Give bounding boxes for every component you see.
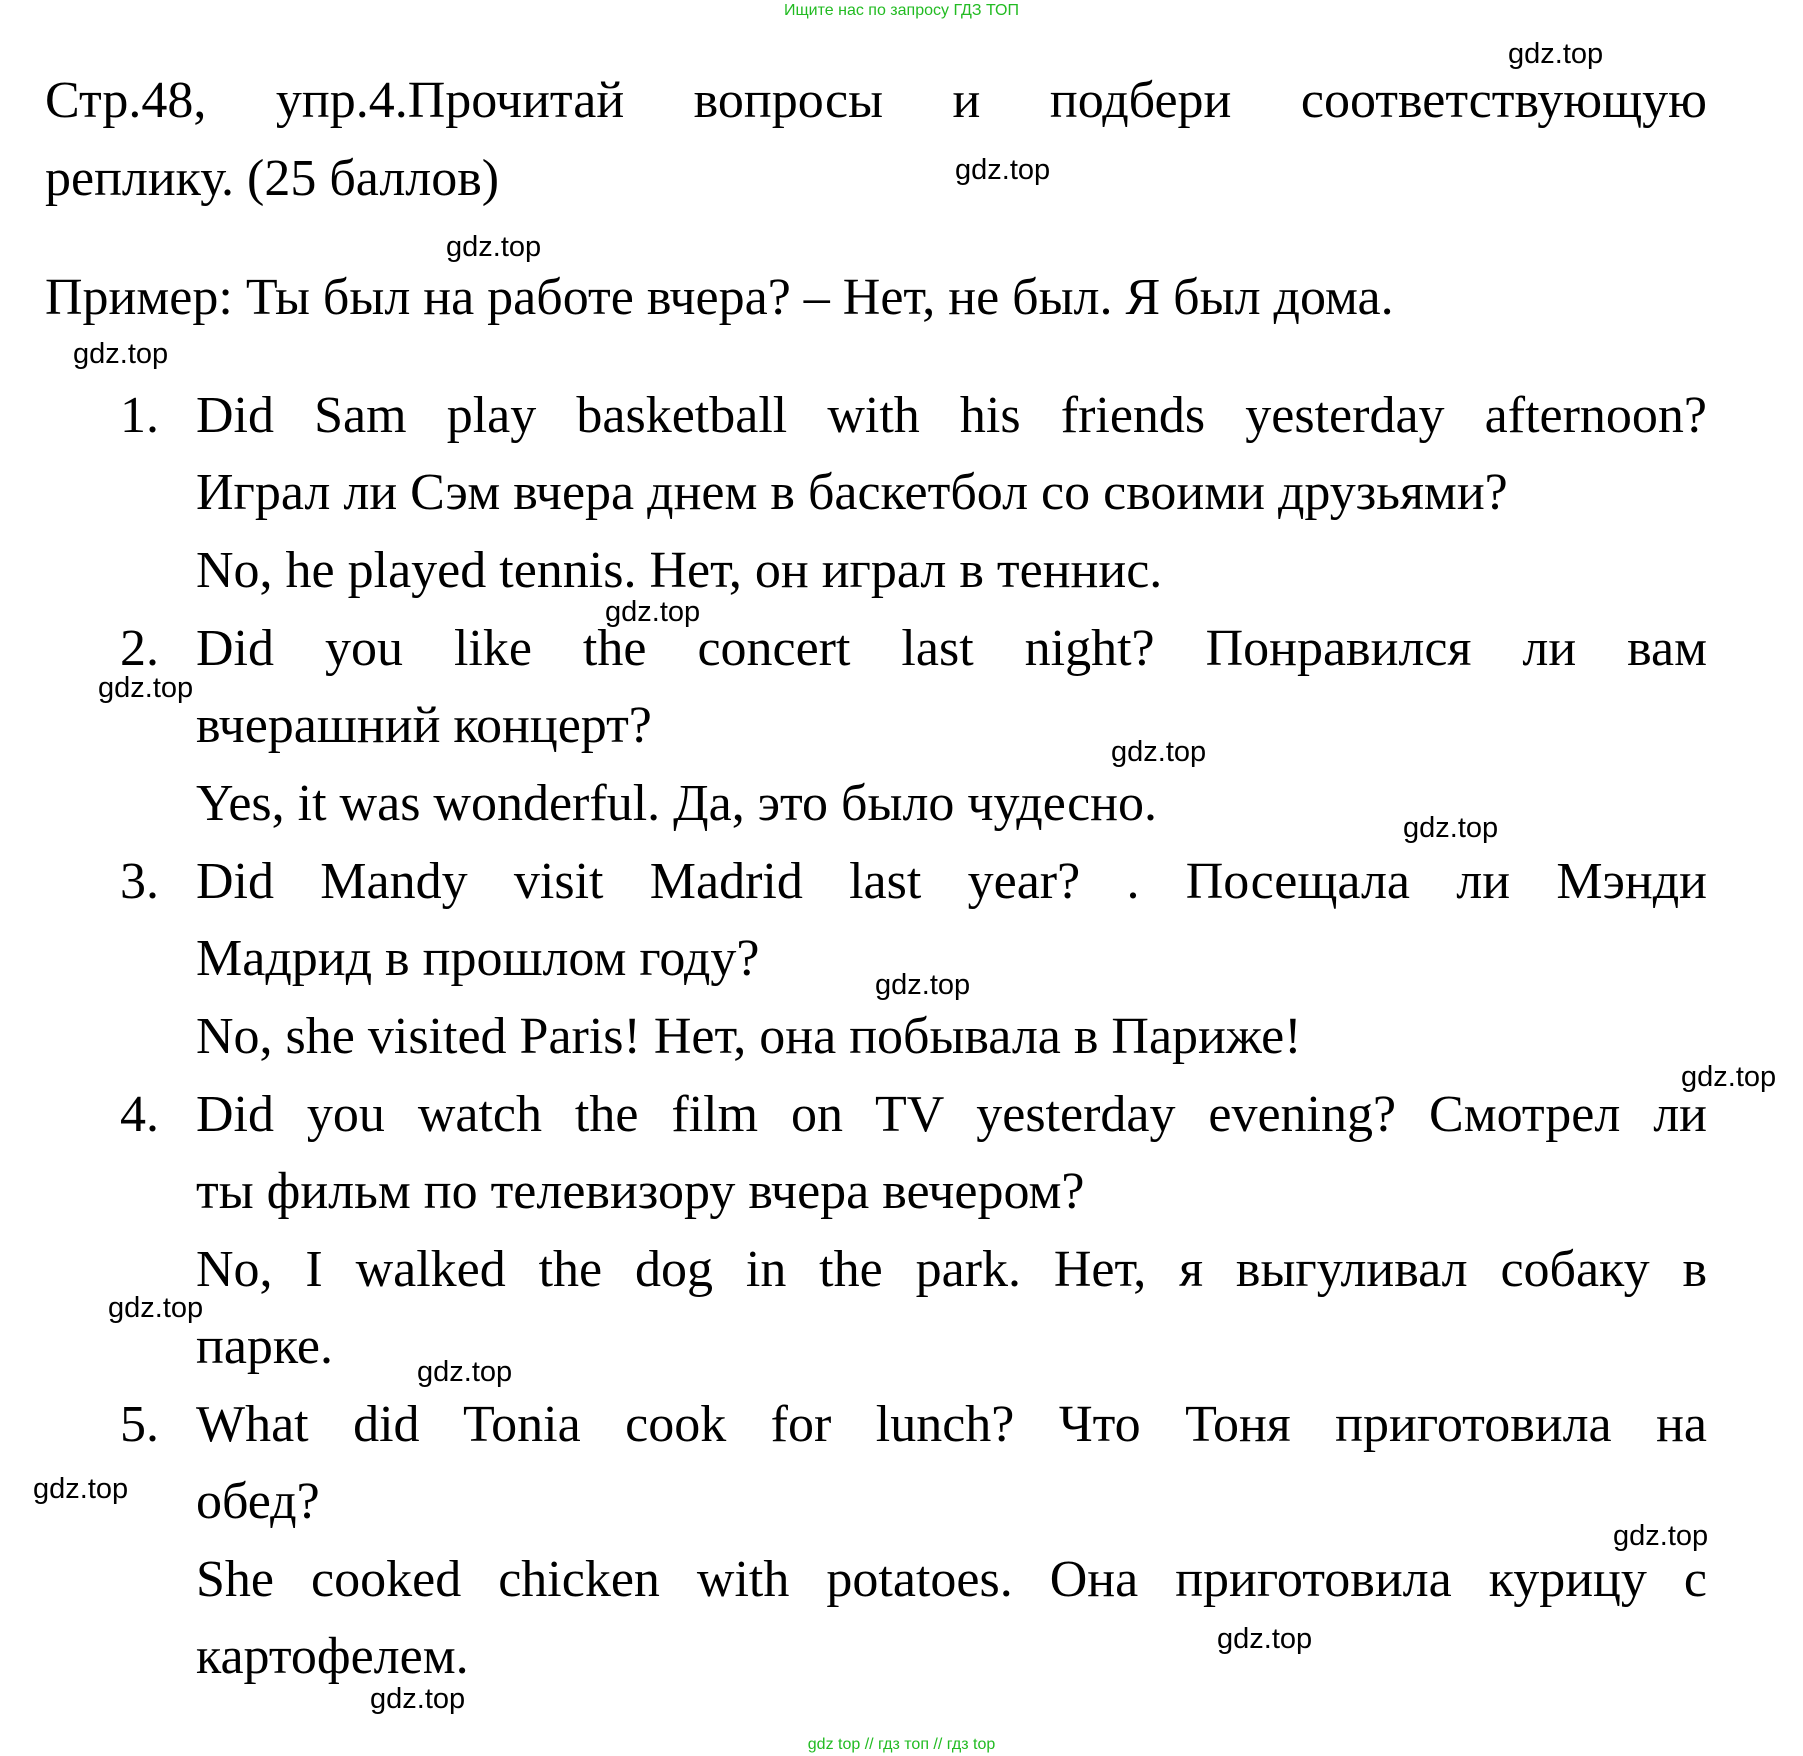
watermark: gdz.top (370, 1683, 466, 1715)
watermark: gdz.top (955, 154, 1051, 186)
watermark: gdz.top (1613, 1520, 1709, 1552)
item-number: 4. (120, 1086, 159, 1143)
watermark: gdz.top (417, 1356, 513, 1388)
exercise-title-line-1: Стр.48, упр.4.Прочитай вопросы и подбери соответствующую (45, 72, 1707, 129)
watermark: gdz.top (875, 969, 971, 1001)
item-4-answer-line-2: парке. (196, 1318, 333, 1375)
watermark: gdz.top (1217, 1623, 1313, 1655)
watermark: gdz.top (1111, 736, 1207, 768)
item-number: 1. (120, 387, 159, 444)
item-4-answer-line-1: No, I walked the dog in the park. Нет, я выгуливал собаку в (196, 1241, 1707, 1298)
item-4-question-line-2: ты фильм по телевизору вчера вечером? (196, 1163, 1085, 1220)
watermark: gdz.top (98, 672, 194, 704)
item-1-question-en: Did Sam play basketball with his friends yesterday afternoon? (196, 387, 1707, 444)
item-number: 5. (120, 1396, 159, 1453)
item-2-answer: Yes, it was wonderful. Да, это было чудесно. (196, 775, 1158, 832)
exercise-title-line-2: реплику. (25 баллов) (45, 150, 500, 207)
item-3-question-line-2: Мадрид в прошлом году? (196, 930, 760, 987)
watermark: gdz.top (1403, 812, 1499, 844)
item-5-question-line-1: What did Tonia cook for lunch? Что Тоня приготовила на (196, 1396, 1707, 1453)
item-1-question-ru: Играл ли Сэм вчера днем в баскетбол со своими друзьями? (196, 464, 1508, 521)
example-line: Пример: Ты был на работе вчера? – Нет, не был. Я был дома. (45, 269, 1394, 326)
watermark: gdz.top (1681, 1061, 1777, 1093)
item-5-answer-line-2: картофелем. (196, 1628, 469, 1685)
item-3-answer: No, she visited Paris! Нет, она побывала в Париже! (196, 1008, 1302, 1065)
watermark: gdz.top (605, 596, 701, 628)
item-1-answer: No, he played tennis. Нет, он играл в теннис. (196, 542, 1163, 599)
item-number: 2. (120, 620, 159, 677)
item-2-question-line-2: вчерашний концерт? (196, 697, 652, 754)
footer: gdz top // гдз топ // гдз top (807, 1736, 996, 1753)
item-4-question-line-1: Did you watch the film on TV yesterday evening? Смотрел ли (196, 1086, 1707, 1143)
watermark: gdz.top (1508, 38, 1604, 70)
item-3-question-line-1: Did Mandy visit Madrid last year? . Посещала ли Мэнди (196, 853, 1707, 910)
watermark: gdz.top (73, 338, 169, 370)
watermark: gdz.top (446, 231, 542, 263)
watermark: gdz.top (108, 1292, 204, 1324)
item-number: 3. (120, 853, 159, 910)
item-2-question-line-1: Did you like the concert last night? Понравился ли вам (196, 620, 1707, 677)
watermark: gdz.top (33, 1473, 129, 1505)
top-banner: Ищите нас по запросу ГДЗ ТОП (784, 2, 1019, 19)
item-5-question-line-2: обед? (196, 1473, 320, 1530)
item-5-answer-line-1: She cooked chicken with potatoes. Она приготовила курицу с (196, 1551, 1707, 1608)
